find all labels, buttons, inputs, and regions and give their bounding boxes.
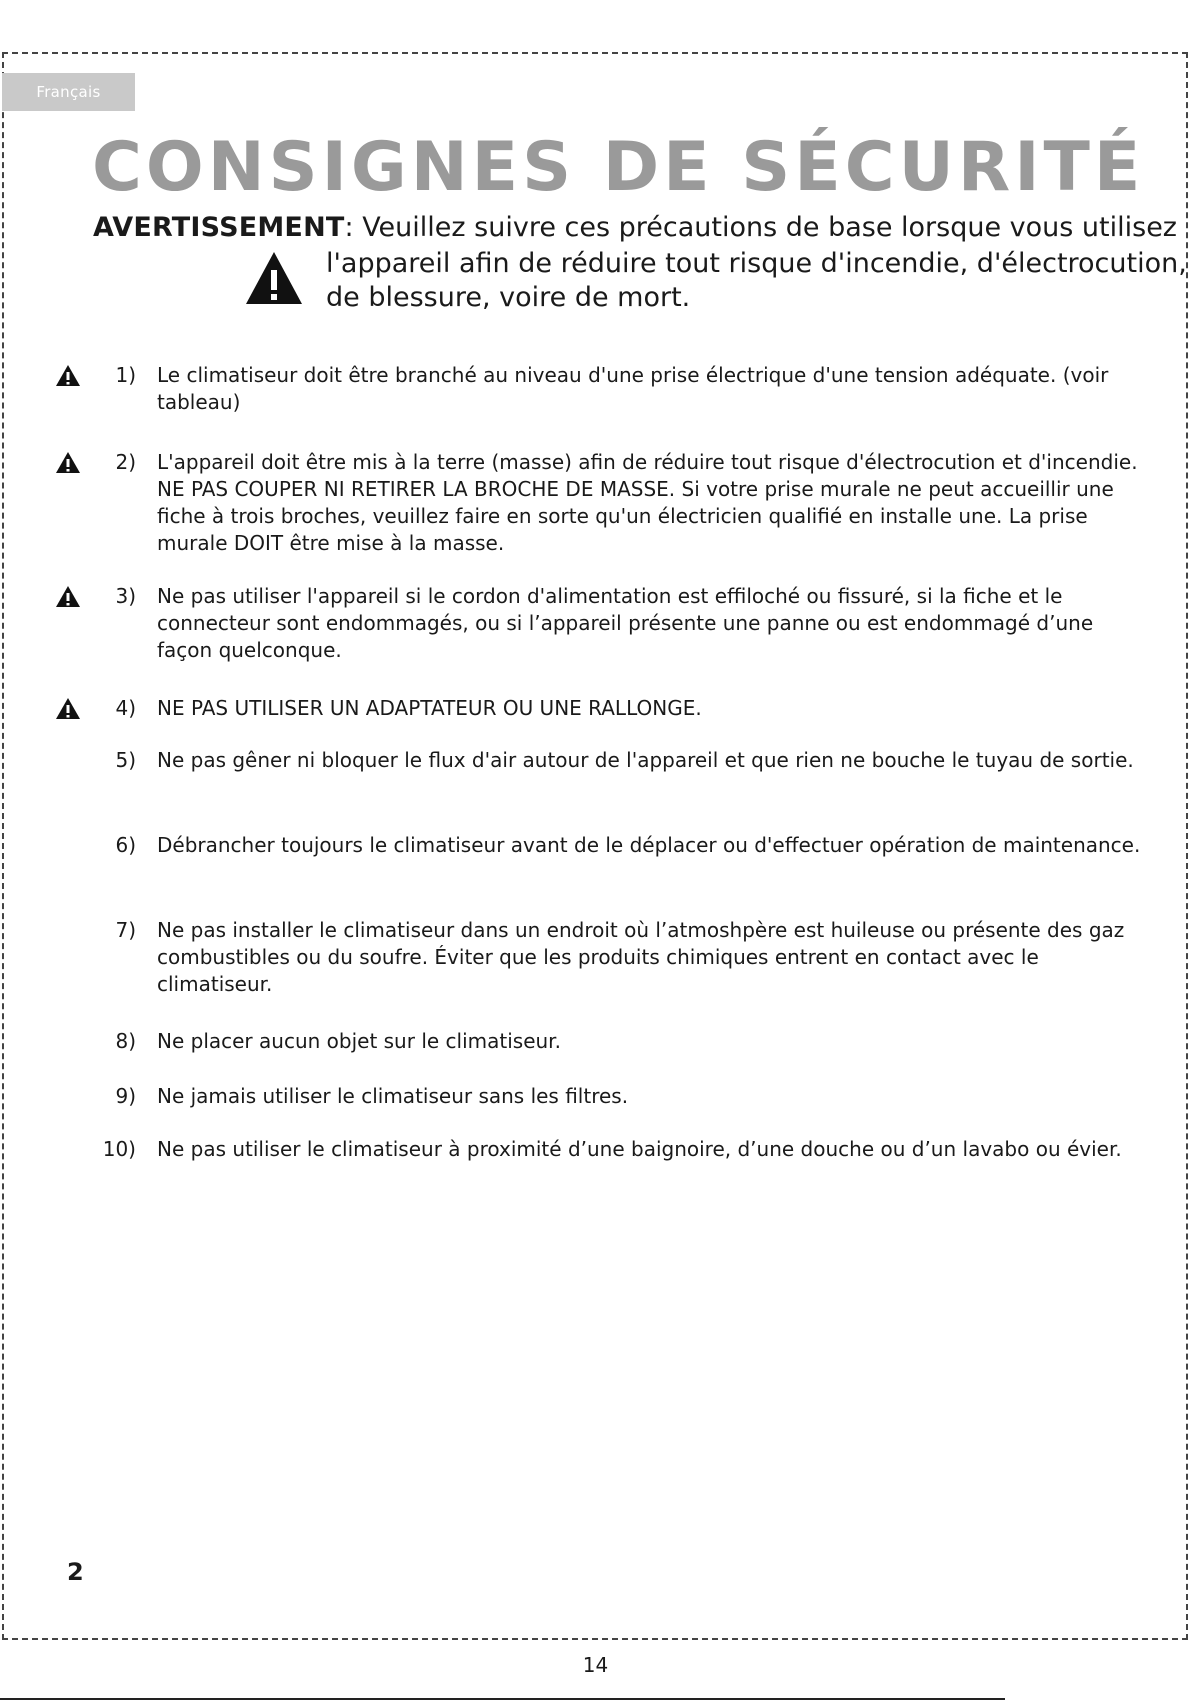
list-item-text: Ne pas utiliser le climatiseur à proximité d’une baignoire, d’une douche ou d’un lavabo ou évier.: [157, 1137, 1122, 1161]
list-item-text: L'appareil doit être mis à la terre (masse) afin de réduire tout risque d'électrocution et d'incendie. NE PAS COUPER NI RETIRER LA BROCHE DE MASSE. Si votre prise murale ne peut accueillir une fiche à trois broches, veuillez faire en sorte qu'un électricien qualifié en installe une. La prise murale DOIT être mise à la masse.: [157, 450, 1138, 555]
list-item-text: Ne jamais utiliser le climatiseur sans les filtres.: [157, 1084, 629, 1108]
list-item-number: 4): [115, 696, 136, 720]
list-item-text: Ne pas installer le climatiseur dans un endroit où l’atmoshpère est huileuse ou présente des gaz combustibles ou du soufre. Éviter que les produits chimiques entrent en contact avec le climatiseur.: [157, 918, 1125, 996]
list-item-text: Ne pas utiliser l'appareil si le cordon d'alimentation est effiloché ou fissuré, si la fiche et le connecteur sont endommagés, ou si l’appareil présente une panne ou est endommagé d’une façon quelconque.: [157, 584, 1094, 662]
list-item-text: Ne pas gêner ni bloquer le flux d'air autour de l'appareil et que rien ne bouche le tuyau de sortie.: [157, 748, 1134, 772]
warning-heading: [93, 210, 1177, 246]
list-item-number: 2): [115, 450, 136, 474]
list-item-number: 1): [115, 363, 136, 387]
list-item-number: 10): [102, 1137, 136, 1161]
warning-line-3: de blessure, voire de mort.: [326, 282, 691, 313]
list-item-number: 5): [115, 748, 136, 772]
warning-line-1: Veuillez suivre ces précautions de base lorsque vous utilisez: [362, 212, 1177, 243]
language-tab: [2, 73, 135, 111]
list-item-text: Ne placer aucun objet sur le climatiseur.: [157, 1029, 561, 1053]
section-page-number: 2: [67, 1558, 84, 1586]
warning-triangle-icon: [244, 250, 304, 306]
list-item-text: Débrancher toujours le climatiseur avant de le déplacer ou d'effectuer opération de maintenance.: [157, 833, 1141, 857]
list-item-number: 3): [115, 584, 136, 608]
page-number: 14: [582, 1653, 609, 1677]
list-item-text: NE PAS UTILISER UN ADAPTATEUR OU UNE RALLONGE.: [157, 696, 702, 720]
warning-label: AVERTISSEMENT: [93, 212, 345, 243]
list-item-number: 7): [115, 918, 136, 942]
list-item-number: 9): [115, 1084, 136, 1108]
list-item-number: 6): [115, 833, 136, 857]
list-item-text: Le climatiseur doit être branché au niveau d'une prise électrique d'une tension adéquate. (voir tableau): [157, 363, 1109, 414]
warning-line-2: l'appareil afin de réduire tout risque d'incendie, d'électrocution,: [326, 248, 1187, 279]
bottom-rule: [0, 1698, 1005, 1700]
list-item-number: 8): [115, 1029, 136, 1053]
language-label: Français: [36, 83, 101, 101]
page-title: CONSIGNES DE SÉCURITÉ: [92, 128, 1145, 207]
warning-colon: :: [344, 212, 363, 243]
